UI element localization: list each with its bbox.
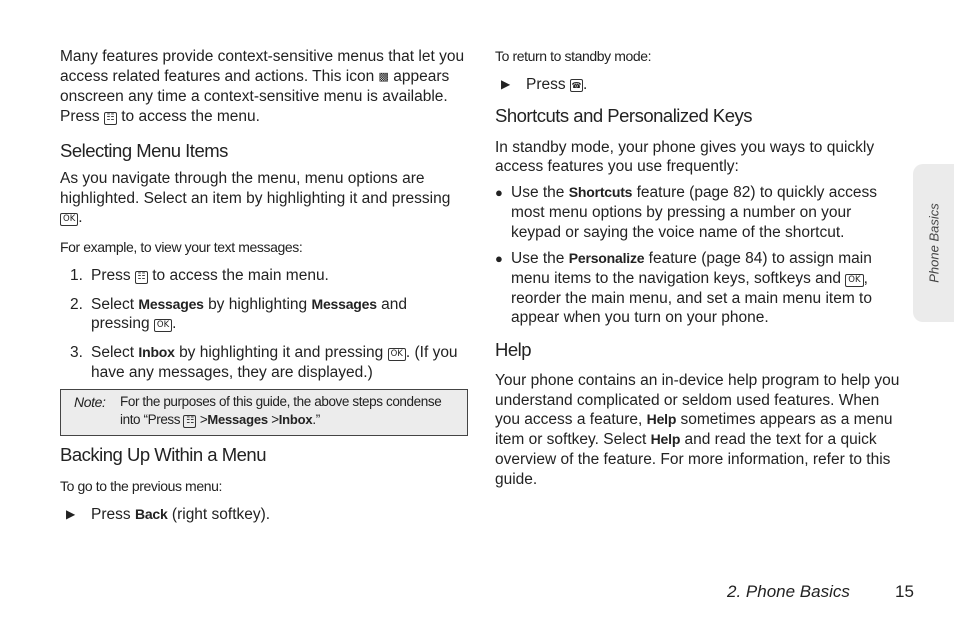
backing-heading: Backing Up Within a Menu — [60, 444, 266, 466]
steps-list — [60, 266, 468, 383]
ok-key-icon: OK — [388, 348, 406, 361]
menu-key-icon: ☷ — [183, 415, 196, 428]
ok-key-icon: OK — [60, 213, 78, 226]
end-key-icon: ☎ — [571, 81, 582, 90]
footer-chapter: 2. Phone Basics — [727, 582, 850, 601]
arrow-bullet-icon: ▶ — [66, 507, 76, 522]
ok-key-icon: OK — [845, 274, 863, 287]
bullet-dot: ● — [495, 251, 503, 267]
standby-intro: To return to standby mode: — [495, 48, 652, 64]
shortcuts-heading: Shortcuts and Personalized Keys — [495, 104, 753, 126]
note-label: Note: — [74, 394, 106, 411]
example-intro: For example, to view your text messages: — [60, 238, 303, 255]
step-2: 2. Select Messages by highlighting Messages and pressing OK . — [70, 295, 408, 333]
step-3: 3. Select Inbox by highlighting it and pressing OK . (If you have any messages, they are displayed.) — [70, 344, 458, 381]
help-paragraph: Your phone contains an in-device help program to help you understand complicated or seldom used features. When you access a feature, Help sometimes appears as a menu item or softkey. Select Help and read the text for a quick overview of the feature. For more information, refer to this guide. — [495, 372, 900, 488]
bullet-dot: ● — [495, 185, 503, 201]
left-column — [60, 44, 468, 525]
ok-key-icon: OK — [154, 319, 172, 332]
note-box — [60, 389, 468, 436]
help-heading: Help — [495, 339, 532, 361]
right-column — [495, 44, 905, 489]
menu-icon: ▩ — [378, 70, 389, 83]
chapter-side-tab — [913, 164, 954, 322]
step-1: 1. Press ☷ to access the main menu. — [70, 266, 329, 284]
menu-key-icon: ☷ — [104, 112, 117, 125]
intro-paragraph: Many features provide context-sensitive menus that let you access related features and actions. This icon ▩ appears onscreen any time a context-sensitive menu is available. Press ☷ to access the menu. — [60, 48, 465, 126]
standby-item: ▶ Press ☎. — [501, 76, 588, 93]
menu-key-icon: ☷ — [135, 271, 148, 284]
backing-item: ▶ Press Back (right softkey). — [66, 506, 271, 524]
selecting-paragraph: As you navigate through the menu, menu options are highlighted. Select an item by highlighting it and pressing OK . — [60, 169, 451, 227]
chapter-side-tab-label: Phone Basics — [926, 203, 941, 283]
backing-intro: To go to the previous menu: — [60, 478, 222, 495]
selecting-heading: Selecting Menu Items — [60, 139, 228, 161]
shortcuts-paragraph: In standby mode, your phone gives you ways to quickly access features you use frequently: — [495, 138, 875, 176]
personalize-bullet: ● Use the Personalize feature (page 84) to assign main menu items to the navigation keys, softkeys and OK , reorder the main menu, and set a main menu item to appear when you turn on your phone. — [495, 250, 872, 327]
shortcuts-bullet: ● Use the Shortcuts feature (page 82) to quickly access most menu options by pressing a number on your keypad or saying the voice name of the shortcut. — [495, 184, 877, 241]
note-text: For the purposes of this guide, the above steps condense into “Press ☷ >Messages >Inbox.” — [120, 394, 442, 428]
page-number: 15 — [895, 582, 914, 601]
arrow-bullet-icon: ▶ — [501, 77, 511, 91]
